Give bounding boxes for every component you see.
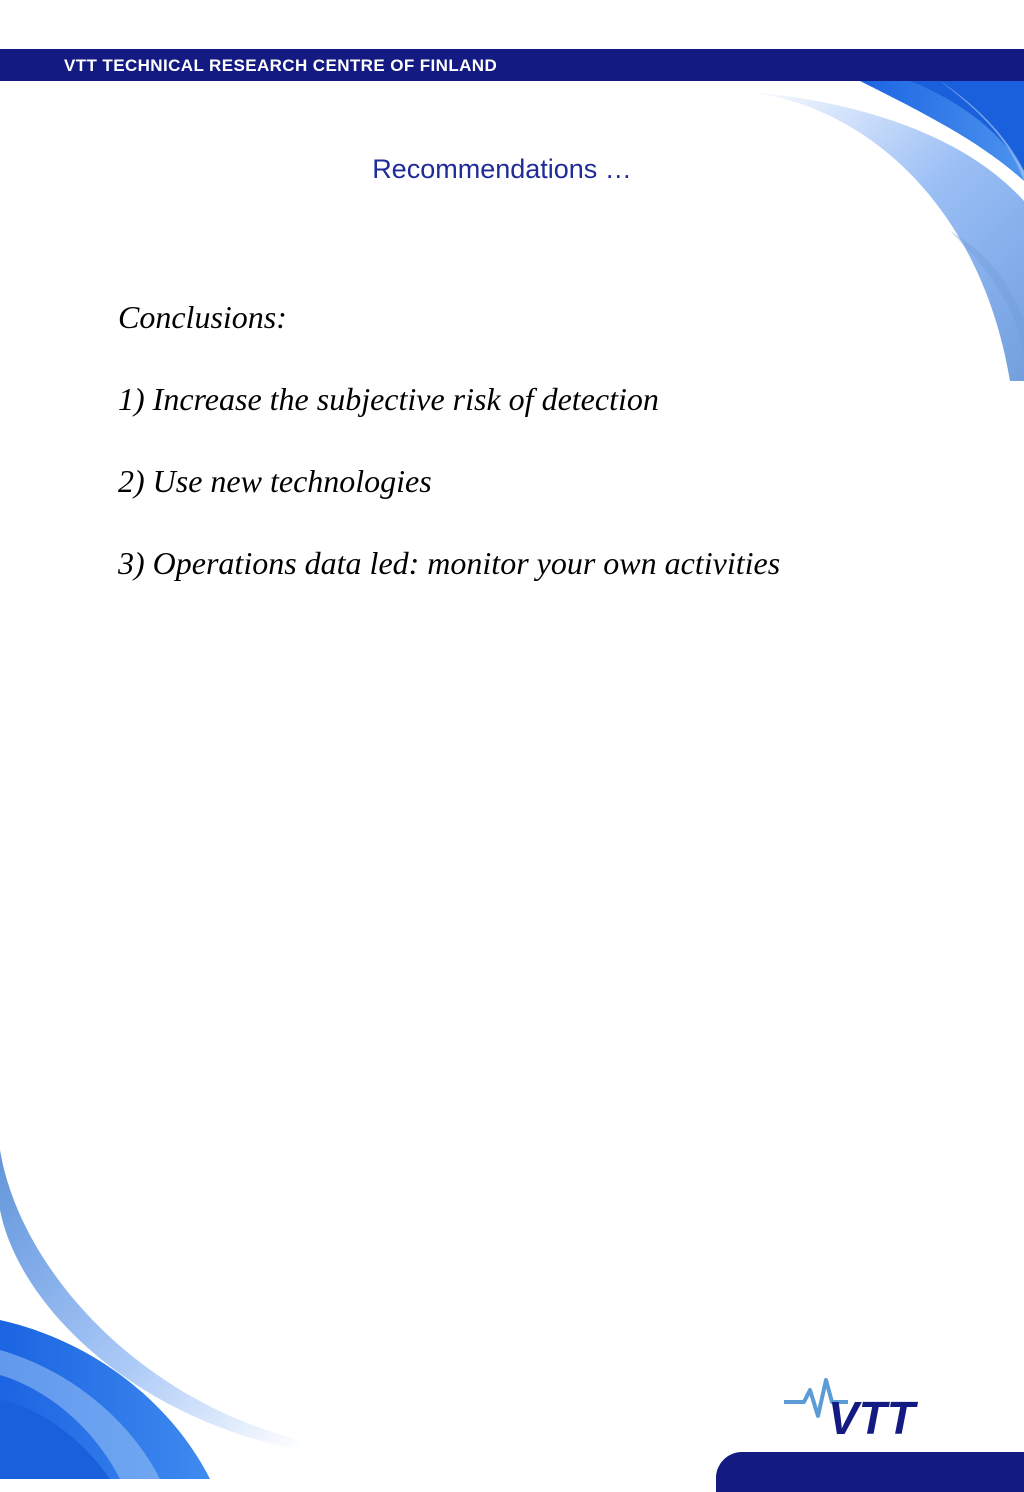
- conclusions-heading: Conclusions:: [118, 299, 287, 335]
- conclusion-item: 3) Operations data led: monitor your own activities: [118, 545, 781, 581]
- wave-decoration-bottom-left: [0, 1150, 320, 1479]
- header-bar: [0, 49, 1024, 81]
- vtt-logo-icon: [782, 1374, 960, 1438]
- conclusion-item: 1) Increase the subjective risk of detection: [118, 381, 659, 417]
- org-name: VTT TECHNICAL RESEARCH CENTRE OF FINLAND: [64, 56, 498, 75]
- slide-title: Recommendations …: [372, 154, 632, 184]
- footer-tab: [716, 1452, 1024, 1492]
- slide-content: [118, 296, 938, 624]
- logo-text: VTT: [828, 1392, 915, 1438]
- conclusion-item: 2) Use new technologies: [118, 463, 432, 499]
